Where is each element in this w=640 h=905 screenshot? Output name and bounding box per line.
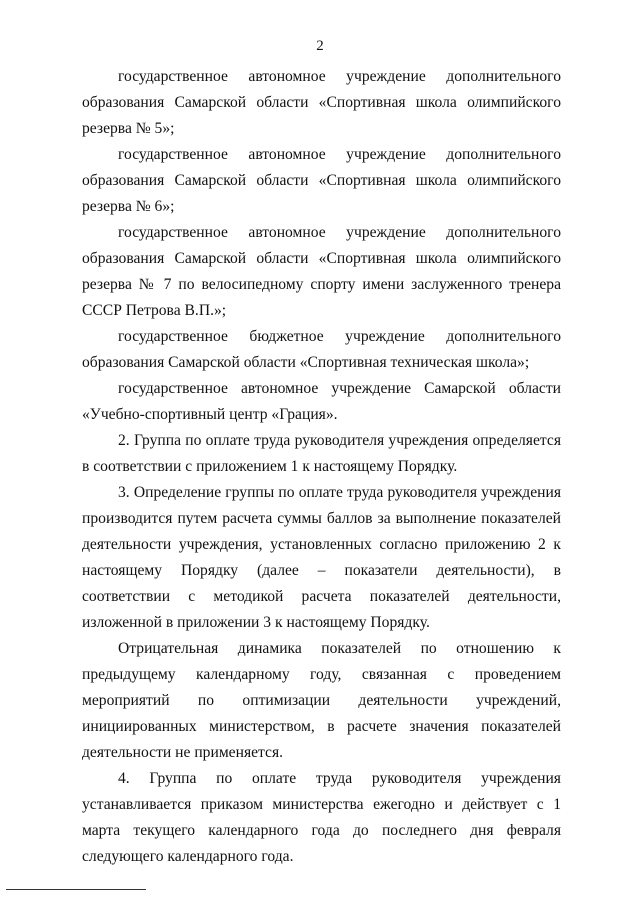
paragraph-item-3: 3. Определение группы по оплате труда руководителя учреждения производится путем расчета суммы баллов за выполнение показателей деятельности учреждения, установленных согласно приложению 2 к настоящему Порядку (далее – показатели деятельности), в соответствии с методикой расчета показателей деятельности, изложенной в приложении 3 к настоящему Порядку. (82, 484, 561, 631)
paragraph-gratsiya-center: государственное автономное учреждение Самарской области «Учебно-спортивный центр «Грация». (82, 380, 561, 423)
paragraph-item-2: 2. Группа по оплате труда руководителя учреждения определяется в соответствии с приложением 1 к настоящему Порядку. (82, 432, 561, 475)
paragraph-school-6: государственное автономное учреждение дополнительного образования Самарской области «Спортивная школа олимпийского резерва № 6»; (82, 146, 561, 215)
paragraph-item-4: 4. Группа по оплате труда руководителя учреждения устанавливается приказом министерства ежегодно и действует с 1 марта текущего календарного года до последнего дня февраля следующего календарного года. (82, 770, 561, 865)
document-body (82, 64, 561, 870)
paragraph-school-7: государственное автономное учреждение дополнительного образования Самарской области «Спортивная школа олимпийского резерва № 7 по велосипедному спорту имени заслуженного тренера СССР Петрова В.П.»; (82, 224, 561, 319)
paragraph-technical-school: государственное бюджетное учреждение дополнительного образования Самарской области «Спортивная техническая школа»; (82, 328, 561, 371)
page-number: 2 (316, 38, 324, 54)
paragraph-school-5: государственное автономное учреждение дополнительного образования Самарской области «Спортивная школа олимпийского резерва № 5»; (82, 68, 561, 137)
paragraph-negative-dynamics: Отрицательная динамика показателей по отношению к предыдущему календарному году, связанная с проведением мероприятий по оптимизации деятельности учреждений, инициированных министерством, в расчете значения показателей деятельности не применяется. (82, 640, 561, 761)
footer-divider (6, 889, 146, 890)
